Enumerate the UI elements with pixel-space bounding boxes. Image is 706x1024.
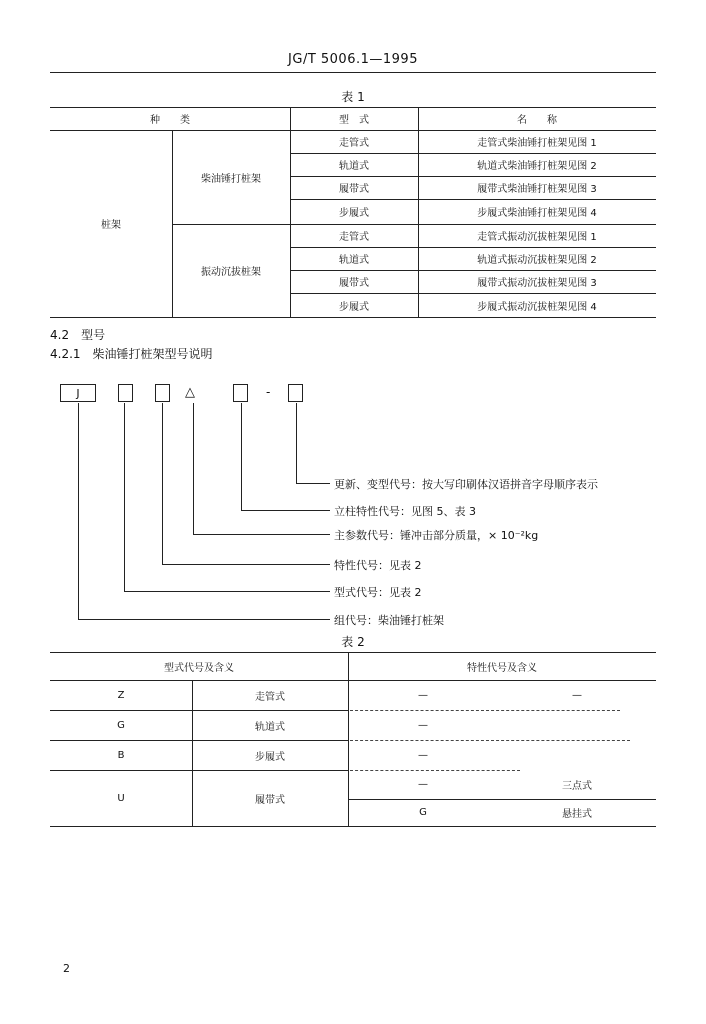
code-separator: - <box>266 385 271 399</box>
page-number: 2 <box>63 962 70 975</box>
table1-name-cell: 履带式柴油锤打桩架见图 3 <box>477 184 597 195</box>
table1-name-cell: 轨道式振动沉拔桩架见图 2 <box>477 255 597 266</box>
group-code-box: J <box>60 384 96 402</box>
table2-code-cell: Z <box>117 689 125 701</box>
table1-category: 桩架 <box>101 220 121 231</box>
table2-feature-meaning-cell: 三点式 <box>562 781 592 792</box>
table1-type-cell: 步履式 <box>339 208 369 219</box>
table2-feature-code-cell: G <box>419 807 427 818</box>
column-feature-box <box>233 384 248 402</box>
legend-main-param: 主参数代号：锤冲击部分质量，× 10⁻²kg <box>334 529 539 542</box>
table2-feature-code-cell: — <box>418 689 428 701</box>
section-heading-4-2-1: 4.2.1 柴油锤打桩架型号说明 <box>50 347 213 361</box>
update-code-box <box>288 384 303 402</box>
table1-type-cell: 履带式 <box>339 184 369 195</box>
table2-meaning-cell: 步履式 <box>255 751 285 763</box>
legend-group-code: 组代号：柴油锤打桩架 <box>334 614 444 627</box>
table2-feature-code-cell: — <box>418 719 428 731</box>
legend-column-feature: 立柱特性代号：见图 5、表 3 <box>334 505 476 518</box>
table2-header-type: 型式代号及含义 <box>164 662 234 674</box>
table1-header-type: 型 式 <box>339 115 369 126</box>
table2-code-cell: G <box>117 719 125 731</box>
table1-name-cell: 履带式振动沉拔桩架见图 3 <box>477 278 597 289</box>
table1-type-cell: 走管式 <box>339 138 369 149</box>
table1-name-cell: 步履式柴油锤打桩架见图 4 <box>477 208 597 219</box>
table1-type-cell: 走管式 <box>339 232 369 243</box>
header-rule <box>50 72 656 73</box>
table2-meaning-cell: 轨道式 <box>255 721 285 733</box>
table2-feature-code-cell: — <box>418 749 428 761</box>
table2-header-feature: 特性代号及含义 <box>467 662 537 674</box>
table1-name-cell: 步履式振动沉拔桩架见图 4 <box>477 301 597 313</box>
table2-feature-meaning-cell: 悬挂式 <box>562 809 592 820</box>
type-code-box <box>118 384 133 402</box>
table1-header-kind: 种 类 <box>150 115 190 126</box>
table1-group-label: 振动沉拔桩架 <box>201 267 261 278</box>
table2-code-cell: U <box>117 792 125 804</box>
table2-feature-code-cell: — <box>418 779 428 790</box>
table1-type-cell: 履带式 <box>339 278 369 289</box>
table1-name-cell: 走管式振动沉拔桩架见图 1 <box>477 232 597 243</box>
legend-update-code: 更新、变型代号：按大写印刷体汉语拼音字母顺序表示 <box>334 478 598 491</box>
table1-header-name: 名 称 <box>517 115 557 126</box>
section-heading-4-2: 4.2 型号 <box>50 328 106 342</box>
legend-feature-code: 特性代号：见表 2 <box>334 559 422 572</box>
table1-group-label: 柴油锤打桩架 <box>201 173 261 185</box>
legend-type-code: 型式代号：见表 2 <box>334 586 422 599</box>
feature-code-box <box>155 384 170 402</box>
table1 <box>50 107 656 318</box>
table2-caption: 表 2 <box>341 635 365 649</box>
table1-caption: 表 1 <box>341 90 365 104</box>
table2-meaning-cell: 履带式 <box>255 794 285 806</box>
table1-type-cell: 轨道式 <box>339 161 369 172</box>
table2-meaning-cell: 走管式 <box>255 691 285 703</box>
table1-name-cell: 轨道式柴油锤打桩架见图 2 <box>477 161 597 172</box>
table2-feature-meaning-cell: — <box>572 689 582 701</box>
table2 <box>50 652 656 828</box>
table1-type-cell: 轨道式 <box>339 255 369 266</box>
table1-type-cell: 步履式 <box>339 301 369 313</box>
main-param-triangle: △ <box>185 385 195 400</box>
document-header: JG/T 5006.1—1995 <box>288 52 418 67</box>
table2-code-cell: B <box>117 749 125 761</box>
table1-name-cell: 走管式柴油锤打桩架见图 1 <box>477 138 597 149</box>
